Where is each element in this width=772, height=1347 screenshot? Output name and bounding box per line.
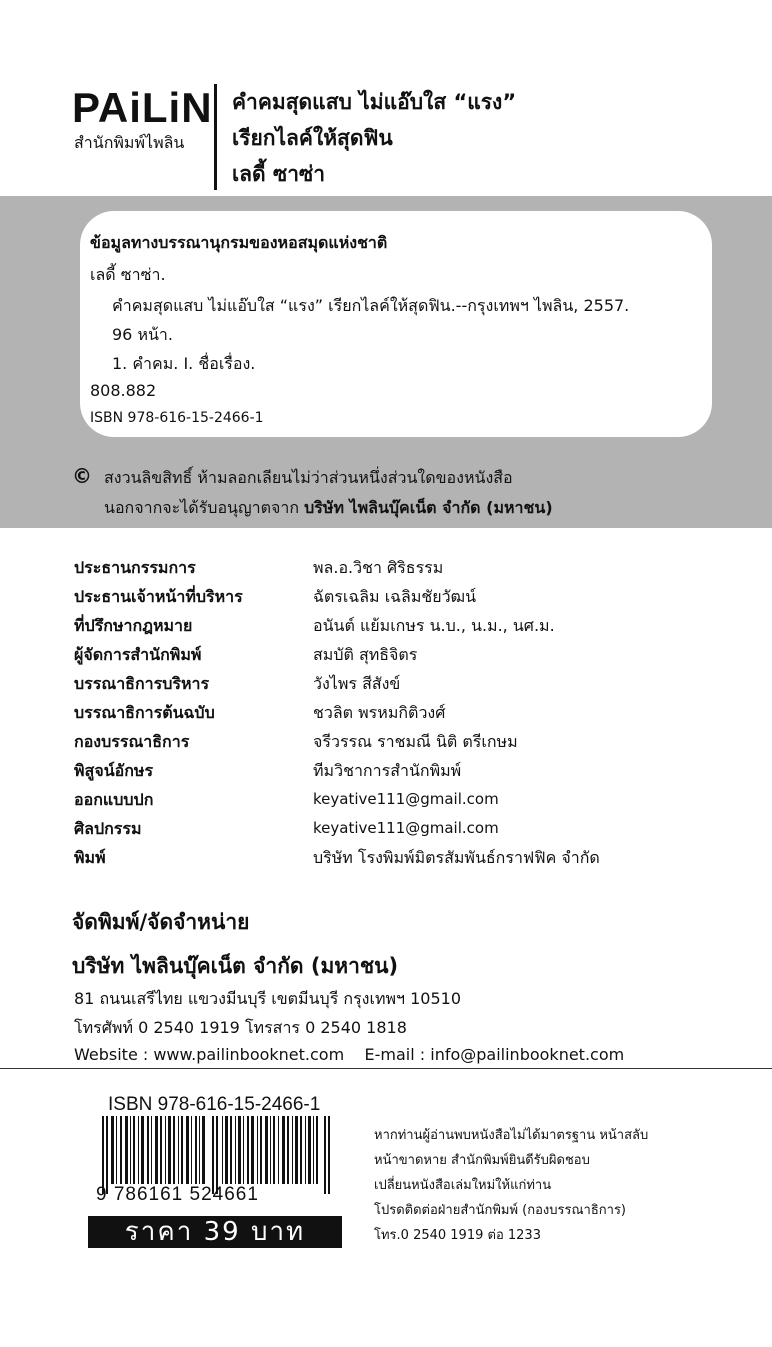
- cip-author: เลดี้ ซาซ่า.: [90, 265, 166, 284]
- section-divider: [0, 1068, 772, 1069]
- staff-name: keyative111@gmail.com: [313, 819, 499, 837]
- book-author: เลดี้ ซาซ่า: [232, 162, 326, 186]
- cip-heading: ข้อมูลทางบรรณานุกรมของหอสมุดแห่งชาติ: [90, 233, 388, 252]
- book-title-line-2: เรียกไลค์ให้สุดฟิน: [232, 126, 393, 150]
- copyright-permission-text: นอกจากจะได้รับอนุญาตจาก: [104, 498, 300, 517]
- notice-line: หน้าขาดหาย สำนักพิมพ์ยินดีรับผิดชอบ: [374, 1153, 590, 1168]
- price-box: [88, 1216, 342, 1248]
- staff-role: พิสูจน์อักษร: [74, 761, 154, 780]
- copyright-line-1: สงวนลิขสิทธิ์ ห้ามลอกเลียนไม่ว่าส่วนหนึ่งส่วนใดของหนังสือ: [104, 468, 513, 487]
- cip-classification: 808.882: [90, 381, 157, 400]
- staff-role: ผู้จัดการสำนักพิมพ์: [74, 645, 202, 664]
- staff-role: ออกแบบปก: [74, 790, 154, 809]
- staff-role: พิมพ์: [74, 848, 106, 867]
- book-title-line-1: คำคมสุดแสบ ไม่แอ๊บใส “แรง”: [232, 90, 517, 114]
- cip-pages: 96 หน้า.: [112, 325, 173, 344]
- staff-role: กองบรรณาธิการ: [74, 732, 190, 751]
- staff-name: ทีมวิชาการสำนักพิมพ์: [313, 761, 462, 780]
- staff-name: ชวลิต พรหมกิติวงศ์: [313, 703, 446, 722]
- staff-name: พล.อ.วิชา ศิริธรรม: [313, 558, 444, 577]
- staff-role: ศิลปกรรม: [74, 819, 142, 838]
- staff-role: ประธานเจ้าหน้าที่บริหาร: [74, 587, 243, 606]
- staff-role: ที่ปรึกษากฎหมาย: [74, 616, 193, 635]
- cip-card: [80, 211, 712, 437]
- distribution-address: 81 ถนนเสรีไทย แขวงมีนบุรี เขตมีนบุรี กรุงเทพฯ 10510: [74, 989, 461, 1008]
- staff-name: สมบัติ สุทธิจิตร: [313, 645, 418, 664]
- barcode-digits: 9 786161 524661: [96, 1184, 259, 1205]
- publisher-logo-subtitle: สำนักพิมพ์ไพลิน: [74, 133, 185, 152]
- staff-name: keyative111@gmail.com: [313, 790, 499, 808]
- staff-name: วังไพร สีสังข์: [313, 674, 401, 693]
- notice-line: หากท่านผู้อ่านพบหนังสือไม่ได้มาตรฐาน หน้าสลับ: [374, 1128, 649, 1143]
- copyright-company: บริษัท ไพลินบุ๊คเน็ต จำกัด (มหาชน): [304, 498, 553, 517]
- header-divider: [214, 84, 217, 190]
- staff-name: อนันต์ แย้มเกษร น.บ., น.ม., นศ.ม.: [313, 616, 555, 635]
- cip-subjects: 1. คำคม. I. ชื่อเรื่อง.: [112, 354, 256, 373]
- distribution-phone: โทรศัพท์ 0 2540 1919 โทรสาร 0 2540 1818: [74, 1018, 407, 1037]
- barcode-isbn: ISBN 978-616-15-2466-1: [108, 1094, 321, 1115]
- staff-name: จรีวรรณ ราชมณี นิติ ตรีเกษม: [313, 732, 518, 751]
- staff-role: บรรณาธิการบริหาร: [74, 674, 210, 693]
- notice-line: โทร.0 2540 1919 ต่อ 1233: [374, 1228, 541, 1243]
- staff-role: ประธานกรรมการ: [74, 558, 196, 577]
- distribution-heading: จัดพิมพ์/จัดจำหน่าย: [72, 910, 250, 934]
- cip-isbn: ISBN 978-616-15-2466-1: [90, 410, 264, 426]
- distribution-company: บริษัท ไพลินบุ๊คเน็ต จำกัด (มหาชน): [72, 954, 399, 978]
- staff-role: บรรณาธิการต้นฉบับ: [74, 703, 215, 722]
- publisher-logo: PAiLiN: [72, 84, 213, 131]
- copyright-symbol: ©: [72, 464, 92, 488]
- notice-line: เปลี่ยนหนังสือเล่มใหม่ให้แก่ท่าน: [374, 1178, 552, 1193]
- price-label: ราคา 39 บาท: [124, 1217, 306, 1247]
- staff-name: บริษัท โรงพิมพ์มิตรสัมพันธ์กราฟฟิค จำกัด: [313, 848, 600, 867]
- distribution-web-email: Website : www.pailinbooknet.com E-mail : info@pailinbooknet.com: [74, 1045, 625, 1064]
- staff-name: ฉัตรเฉลิม เฉลิมชัยวัฒน์: [313, 587, 477, 606]
- notice-line: โปรดติดต่อฝ่ายสำนักพิมพ์ (กองบรรณาธิการ): [374, 1203, 626, 1218]
- barcode-icon: [100, 1116, 336, 1194]
- copyright-line-2: [104, 496, 553, 521]
- cip-title: คำคมสุดแสบ ไม่แอ๊บใส “แรง” เรียกไลค์ให้สุดฟิน.--กรุงเทพฯ ไพลิน, 2557.: [112, 296, 630, 315]
